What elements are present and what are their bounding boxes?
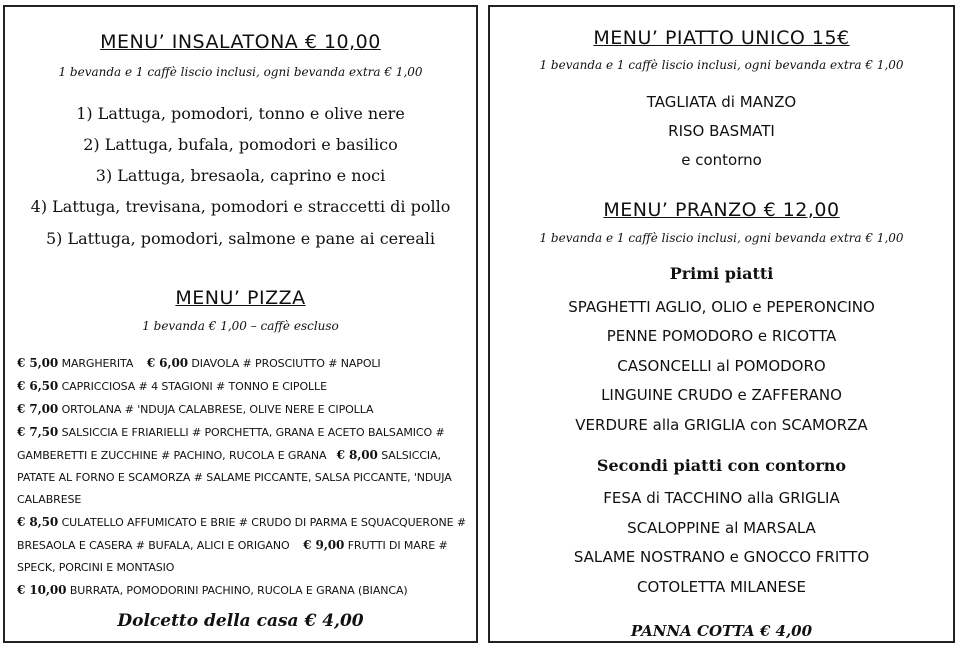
primi-dish: CASONCELLI al POMODORO [617, 357, 826, 375]
salad-item: 4) Lattuga, trevisana, pomodori e straccetti di pollo [30, 197, 451, 216]
salad-item: 5) Lattuga, pomodori, salmone e pane ai cereali [45, 229, 436, 248]
pizza-text: MARGHERITA [61, 357, 134, 370]
pizza-text: CULATELLO AFFUMICATO E BRIE # CRUDO DI PARMA E SQUACQUERONE # BRESAOLA E CASERA # BUFALA, ALICI E ORIGANO [17, 516, 466, 552]
piatto-unico-line: e contorno [681, 151, 762, 169]
piatto-unico-subtitle: 1 bevanda e 1 caffè liscio inclusi, ogni bevanda extra € 1,00 [539, 58, 904, 72]
salad-item: 2) Lattuga, bufala, pomodori e basilico [83, 135, 398, 154]
pizza-price: € 9,00 [303, 538, 345, 552]
pizza-text: DIAVOLA # PROSCIUTTO # NAPOLI [191, 357, 381, 370]
pizza-list [17, 352, 468, 602]
insalatona-subtitle: 1 bevanda e 1 caffè liscio inclusi, ogni bevanda extra € 1,00 [58, 65, 423, 79]
primi-dish: SPAGHETTI AGLIO, OLIO e PEPERONCINO [568, 298, 875, 316]
pizza-title: MENU’ PIZZA [175, 287, 306, 309]
pranzo-subtitle: 1 bevanda e 1 caffè liscio inclusi, ogni bevanda extra € 1,00 [539, 231, 904, 245]
primi-dish: LINGUINE CRUDO e ZAFFERANO [601, 386, 842, 404]
piatto-unico-line: RISO BASMATI [668, 122, 775, 140]
pizza-price: € 8,50 [17, 515, 59, 529]
pizza-price: € 8,00 [336, 448, 378, 462]
secondi-dish: SALAME NOSTRANO e GNOCCO FRITTO [573, 548, 870, 566]
salad-item: 3) Lattuga, bresaola, caprino e noci [95, 166, 386, 185]
pizza-price: € 10,00 [17, 583, 67, 597]
pizza-price: € 6,50 [17, 379, 59, 393]
pizza-text: ORTOLANA # 'NDUJA CALABRESE, OLIVE NERE E CIPOLLA [61, 403, 374, 416]
secondi-dish: COTOLETTA MILANESE [636, 578, 807, 596]
panna-cotta-line: PANNA COTTA € 4,00 [630, 622, 813, 640]
pizza-price: € 7,00 [17, 402, 59, 416]
primi-dish: VERDURE alla GRIGLIA con SCAMORZA [575, 416, 868, 434]
secondi-heading: Secondi piatti con contorno [596, 456, 847, 475]
primi-dish: PENNE POMODORO e RICOTTA [606, 327, 837, 345]
pizza-text: SALSICCIA E FRIARIELLI # PORCHETTA, GRANA E ACETO BALSAMICO # GAMBERETTI E ZUCCHINE # PACHINO, RUCOLA E GRANA [17, 426, 445, 462]
insalatona-title: MENU’ INSALATONA € 10,00 [100, 31, 381, 53]
pizza-text: CAPRICCIOSA # 4 STAGIONI # TONNO E CIPOLLE [61, 380, 327, 393]
pizza-subtitle: 1 bevanda € 1,00 – caffè escluso [142, 319, 339, 333]
pranzo-title: MENU’ PRANZO € 12,00 [603, 199, 840, 221]
pizza-price: € 5,00 [17, 356, 59, 370]
piatto-unico-line: TAGLIATA di MANZO [646, 93, 797, 111]
pizza-text: BURRATA, POMODORINI PACHINO, RUCOLA E GRANA (BIANCA) [69, 584, 408, 597]
pizza-price: € 6,00 [146, 356, 188, 370]
pizza-text: SALSICCIA, PATATE AL FORNO E SCAMORZA # SALAME PICCANTE, SALSA PICCANTE, 'NDUJA CALABRESE [17, 449, 452, 506]
primi-heading: Primi piatti [669, 264, 774, 283]
salad-item: 1) Lattuga, pomodori, tonno e olive nere [76, 104, 405, 123]
pizza-price: € 7,50 [17, 425, 59, 439]
pizza-text: FRUTTI DI MARE # SPECK, PORCINI E MONTASIO [17, 539, 448, 574]
secondi-dish: FESA di TACCHINO alla GRIGLIA [603, 489, 840, 507]
dolcetto-line: Dolcetto della casa € 4,00 [117, 611, 364, 631]
left-menu-panel [3, 5, 478, 643]
right-menu-panel [488, 5, 955, 643]
secondi-dish: SCALOPPINE al MARSALA [627, 519, 816, 537]
piatto-unico-title: MENU’ PIATTO UNICO 15€ [593, 27, 850, 49]
